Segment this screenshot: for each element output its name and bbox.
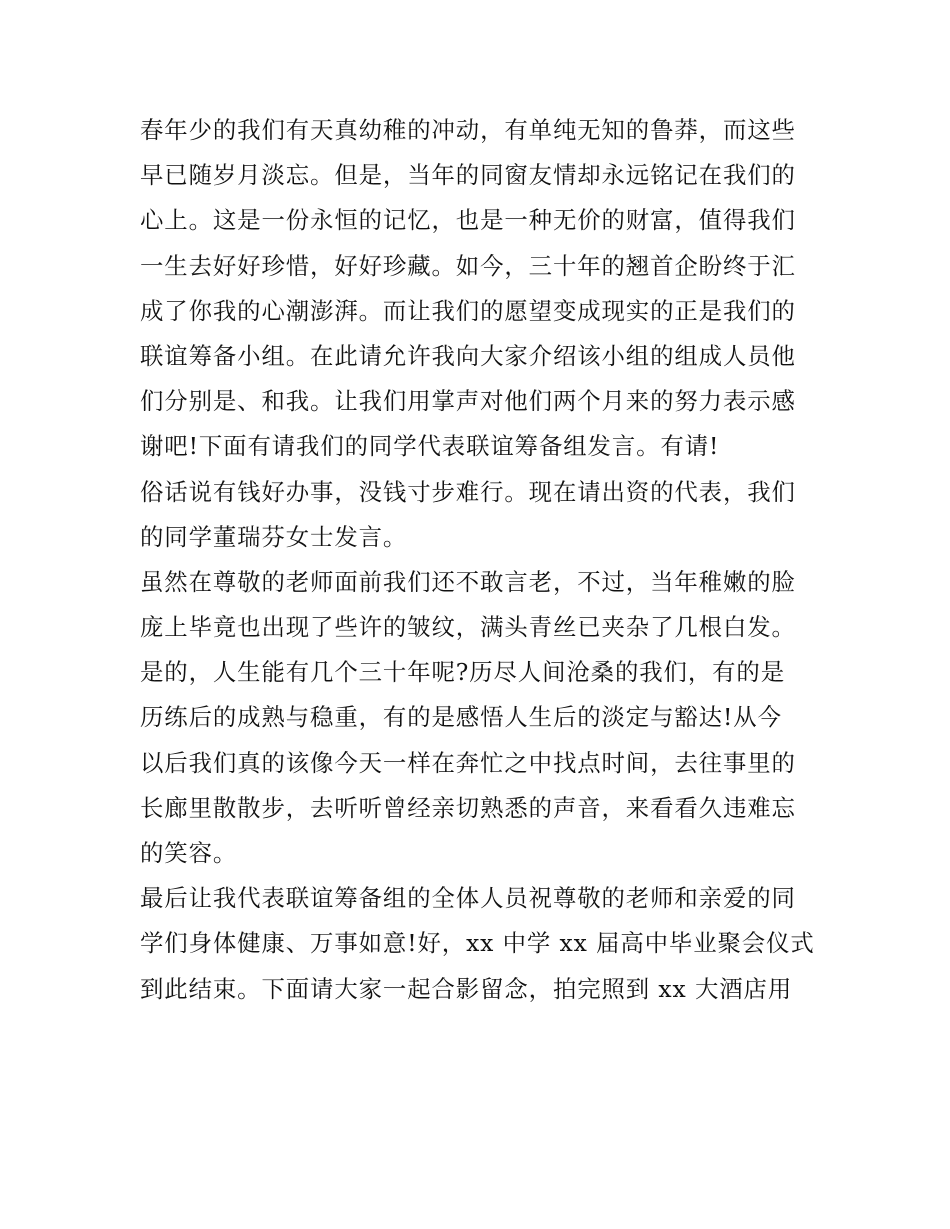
document-body (140, 108, 820, 1012)
text-line-6: 联谊筹备小组。在此请允许我向大家介绍该小组的组成人员他 (140, 341, 796, 370)
text-line-14: 历练后的成熟与稳重，有的是感悟人生后的淡定与豁达!从今 (140, 703, 782, 732)
text-line-1: 春年少的我们有天真幼稚的冲动，有单纯无知的鲁莽，而这些 (140, 116, 796, 144)
text-line-13: 是的，人生能有几个三十年呢?历尽人间沧桑的我们，有的是 (140, 658, 785, 687)
text-line-11: 虽然在尊敬的老师面前我们还不敢言老，不过，当年稚嫩的脸 (140, 567, 796, 596)
text-line-20: 到此结束。下面请大家一起合影留念，拍完照到 xx 大酒店用 (140, 974, 793, 1003)
text-line-7: 们分别是、和我。让我们用掌声对他们两个月来的努力表示感 (140, 387, 796, 416)
text-line-4: 一生去好好珍惜，好好珍藏。如今，三十年的翘首企盼终于汇 (140, 251, 796, 280)
text-line-19: 学们身体健康、万事如意!好，xx 中学 xx 届高中毕业聚会仪式 (140, 929, 815, 958)
text-line-9: 俗话说有钱好办事，没钱寸步难行。现在请出资的代表，我们 (140, 477, 796, 506)
text-line-10: 的同学董瑞芬女士发言。 (140, 522, 408, 551)
text-line-12: 庞上毕竟也出现了些许的皱纹，满头青丝已夹杂了几根白发。 (140, 613, 796, 642)
text-line-17: 的笑容。 (140, 839, 238, 867)
text-line-8: 谢吧!下面有请我们的同学代表联谊筹备组发言。有请! (140, 432, 720, 461)
text-line-16: 长廊里散散步，去听听曾经亲切熟悉的声音，来看看久违难忘 (140, 793, 796, 822)
text-line-3: 心上。这是一份永恒的记忆，也是一种无价的财富，值得我们 (140, 206, 796, 235)
text-line-18: 最后让我代表联谊筹备组的全体人员祝尊敬的老师和亲爱的同 (140, 884, 796, 913)
text-line-5: 成了你我的心潮澎湃。而让我们的愿望变成现实的正是我们的 (140, 296, 796, 325)
text-line-2: 早已随岁月淡忘。但是，当年的同窗友情却永远铭记在我们的 (140, 161, 796, 190)
text-line-15: 以后我们真的该像今天一样在奔忙之中找点时间，去往事里的 (140, 748, 796, 777)
